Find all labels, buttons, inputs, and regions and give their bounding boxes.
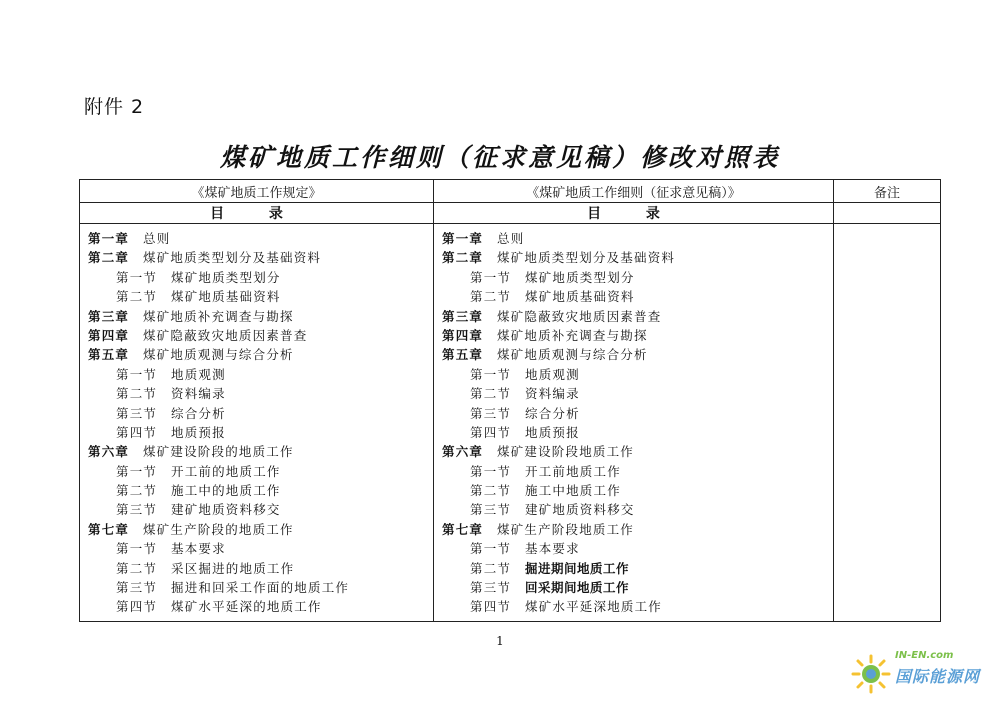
toc-chapter-number: 第四章 [442, 327, 484, 343]
toc-right-column [434, 224, 834, 622]
toc-section-item [88, 597, 433, 616]
toc-chapter-item [442, 520, 833, 539]
toc-section-item [442, 268, 833, 287]
toc-header-row [80, 203, 941, 224]
toc-chapter-title: 煤矿地质补充调查与勘探 [497, 327, 648, 343]
toc-chapter-title: 煤矿生产阶段的地质工作 [143, 521, 294, 537]
toc-section-item [442, 481, 833, 500]
toc-chapter-number: 第二章 [442, 250, 484, 266]
toc-section-number: 第一节 [470, 366, 512, 382]
toc-label-left: 目 录 [80, 203, 434, 224]
toc-section-number: 第二节 [470, 483, 512, 499]
toc-section-number: 第二节 [116, 560, 158, 576]
toc-chapter-item [442, 326, 833, 345]
toc-chapter-title: 煤矿地质观测与综合分析 [497, 347, 648, 363]
toc-section-title: 基本要求 [171, 541, 226, 557]
toc-section-number: 第四节 [116, 599, 158, 615]
remarks-cell [834, 224, 941, 622]
toc-chapter-item [88, 345, 433, 364]
toc-chapter-title: 煤矿生产阶段地质工作 [497, 521, 635, 537]
toc-chapter-item [88, 307, 433, 326]
toc-section-item [442, 365, 833, 384]
toc-section-title: 煤矿地质类型划分 [171, 269, 281, 285]
toc-section-number: 第一节 [116, 269, 158, 285]
toc-label-remarks [834, 203, 941, 224]
toc-chapter-item [442, 442, 833, 461]
toc-chapter-number: 第七章 [442, 521, 484, 537]
toc-section-title: 地质观测 [525, 366, 580, 382]
annex-label: 附件 2 [84, 96, 145, 118]
toc-section-item [88, 578, 433, 597]
toc-section-title: 回采期间地质工作 [525, 580, 630, 596]
toc-section-number: 第二节 [116, 386, 158, 402]
watermark-en: IN-EN.com [895, 650, 954, 661]
toc-section-item [88, 365, 433, 384]
toc-section-item [442, 597, 833, 616]
toc-section-number: 第三节 [116, 405, 158, 421]
toc-section-number: 第一节 [116, 541, 158, 557]
toc-section-title: 掘进和回采工作面的地质工作 [171, 580, 350, 596]
toc-section-title: 地质预报 [171, 424, 226, 440]
toc-chapter-number: 第三章 [88, 308, 130, 324]
toc-section-title: 煤矿地质基础资料 [171, 289, 281, 305]
toc-left-column [80, 224, 434, 622]
header-remarks: 备注 [834, 180, 941, 203]
toc-section-item [88, 481, 433, 500]
toc-section-number: 第三节 [116, 502, 158, 518]
toc-chapter-title: 煤矿隐蔽致灾地质因素普查 [143, 327, 308, 343]
header-original: 《煤矿地质工作规定》 [80, 180, 434, 203]
header-draft: 《煤矿地质工作细则（征求意见稿）》 [434, 180, 834, 203]
toc-chapter-item [88, 248, 433, 267]
toc-section-number: 第一节 [470, 269, 512, 285]
toc-section-title: 建矿地质资料移交 [171, 502, 281, 518]
toc-section-title: 煤矿水平延深的地质工作 [171, 599, 322, 615]
toc-section-number: 第一节 [470, 463, 512, 479]
toc-section-number: 第三节 [470, 405, 512, 421]
toc-section-title: 地质观测 [171, 366, 226, 382]
watermark-cn: 国际能源网 [895, 667, 981, 686]
toc-section-title: 施工中地质工作 [525, 483, 621, 499]
toc-section-item [442, 462, 833, 481]
toc-section-title: 掘进期间地质工作 [525, 560, 630, 576]
toc-label-right: 目 录 [434, 203, 834, 224]
toc-chapter-number: 第五章 [88, 347, 130, 363]
toc-chapter-number: 第五章 [442, 347, 484, 363]
toc-chapter-title: 煤矿地质补充调查与勘探 [143, 308, 294, 324]
toc-section-item [88, 287, 433, 306]
toc-section-number: 第二节 [116, 483, 158, 499]
toc-section-item [442, 423, 833, 442]
toc-chapter-item [88, 520, 433, 539]
toc-chapter-number: 第七章 [88, 521, 130, 537]
sun-logo-icon [851, 654, 891, 694]
toc-chapter-item [88, 326, 433, 345]
table-header-row [80, 180, 941, 203]
toc-section-title: 资料编录 [525, 386, 580, 402]
toc-chapter-number: 第三章 [442, 308, 484, 324]
toc-section-item [442, 539, 833, 558]
toc-section-item [88, 462, 433, 481]
document-title: 煤矿地质工作细则（征求意见稿）修改对照表 [219, 143, 780, 172]
toc-chapter-number: 第一章 [88, 231, 130, 246]
toc-section-title: 采区掘进的地质工作 [171, 560, 295, 576]
toc-section-title: 资料编录 [171, 386, 226, 402]
toc-chapter-item [442, 307, 833, 326]
toc-body-row [80, 224, 941, 622]
toc-section-item [442, 404, 833, 423]
toc-section-number: 第二节 [116, 289, 158, 305]
toc-section-title: 开工前地质工作 [525, 463, 621, 479]
toc-section-item [442, 500, 833, 519]
toc-section-number: 第四节 [470, 599, 512, 615]
toc-section-number: 第二节 [470, 560, 512, 576]
toc-section-number: 第三节 [470, 502, 512, 518]
toc-section-number: 第二节 [470, 289, 512, 305]
toc-chapter-title: 总则 [143, 231, 171, 246]
toc-section-item [442, 578, 833, 597]
toc-section-number: 第四节 [470, 424, 512, 440]
toc-chapter-item [442, 248, 833, 267]
toc-section-title: 综合分析 [525, 405, 580, 421]
toc-section-number: 第二节 [470, 386, 512, 402]
toc-chapter-number: 第四章 [88, 327, 130, 343]
toc-section-number: 第一节 [116, 366, 158, 382]
toc-section-title: 开工前的地质工作 [171, 463, 281, 479]
toc-section-title: 煤矿地质类型划分 [525, 269, 635, 285]
toc-section-title: 综合分析 [171, 405, 226, 421]
toc-section-title: 地质预报 [525, 424, 580, 440]
toc-section-item [442, 559, 833, 578]
toc-section-number: 第四节 [116, 424, 158, 440]
toc-chapter-title: 煤矿地质类型划分及基础资料 [143, 250, 322, 266]
toc-chapter-number: 第二章 [88, 250, 130, 266]
toc-section-item [88, 423, 433, 442]
toc-chapter-title: 总则 [497, 231, 525, 246]
toc-chapter-title: 煤矿地质观测与综合分析 [143, 347, 294, 363]
toc-chapter-item [88, 229, 433, 248]
toc-chapter-number: 第一章 [442, 231, 484, 246]
toc-section-item [88, 500, 433, 519]
toc-section-number: 第一节 [470, 541, 512, 557]
toc-section-item [442, 384, 833, 403]
toc-section-item [442, 287, 833, 306]
page-number: 1 [496, 634, 504, 648]
toc-chapter-item [442, 345, 833, 364]
toc-section-title: 建矿地质资料移交 [525, 502, 635, 518]
watermark-logo [851, 648, 986, 698]
toc-chapter-title: 煤矿隐蔽致灾地质因素普查 [497, 308, 662, 324]
toc-section-title: 基本要求 [525, 541, 580, 557]
toc-section-number: 第一节 [116, 463, 158, 479]
toc-chapter-title: 煤矿地质类型划分及基础资料 [497, 250, 676, 266]
toc-section-number: 第三节 [116, 580, 158, 596]
toc-section-item [88, 559, 433, 578]
toc-section-item [88, 384, 433, 403]
toc-section-item [88, 539, 433, 558]
toc-section-title: 煤矿地质基础资料 [525, 289, 635, 305]
toc-chapter-number: 第六章 [442, 444, 484, 460]
toc-chapter-item [88, 442, 433, 461]
toc-chapter-title: 煤矿建设阶段的地质工作 [143, 444, 294, 460]
toc-section-title: 煤矿水平延深地质工作 [525, 599, 663, 615]
toc-chapter-item [442, 229, 833, 248]
toc-section-item [88, 404, 433, 423]
toc-section-number: 第三节 [470, 580, 512, 596]
toc-section-title: 施工中的地质工作 [171, 483, 281, 499]
toc-chapter-title: 煤矿建设阶段地质工作 [497, 444, 635, 460]
toc-chapter-number: 第六章 [88, 444, 130, 460]
comparison-table [79, 179, 941, 622]
toc-section-item [88, 268, 433, 287]
